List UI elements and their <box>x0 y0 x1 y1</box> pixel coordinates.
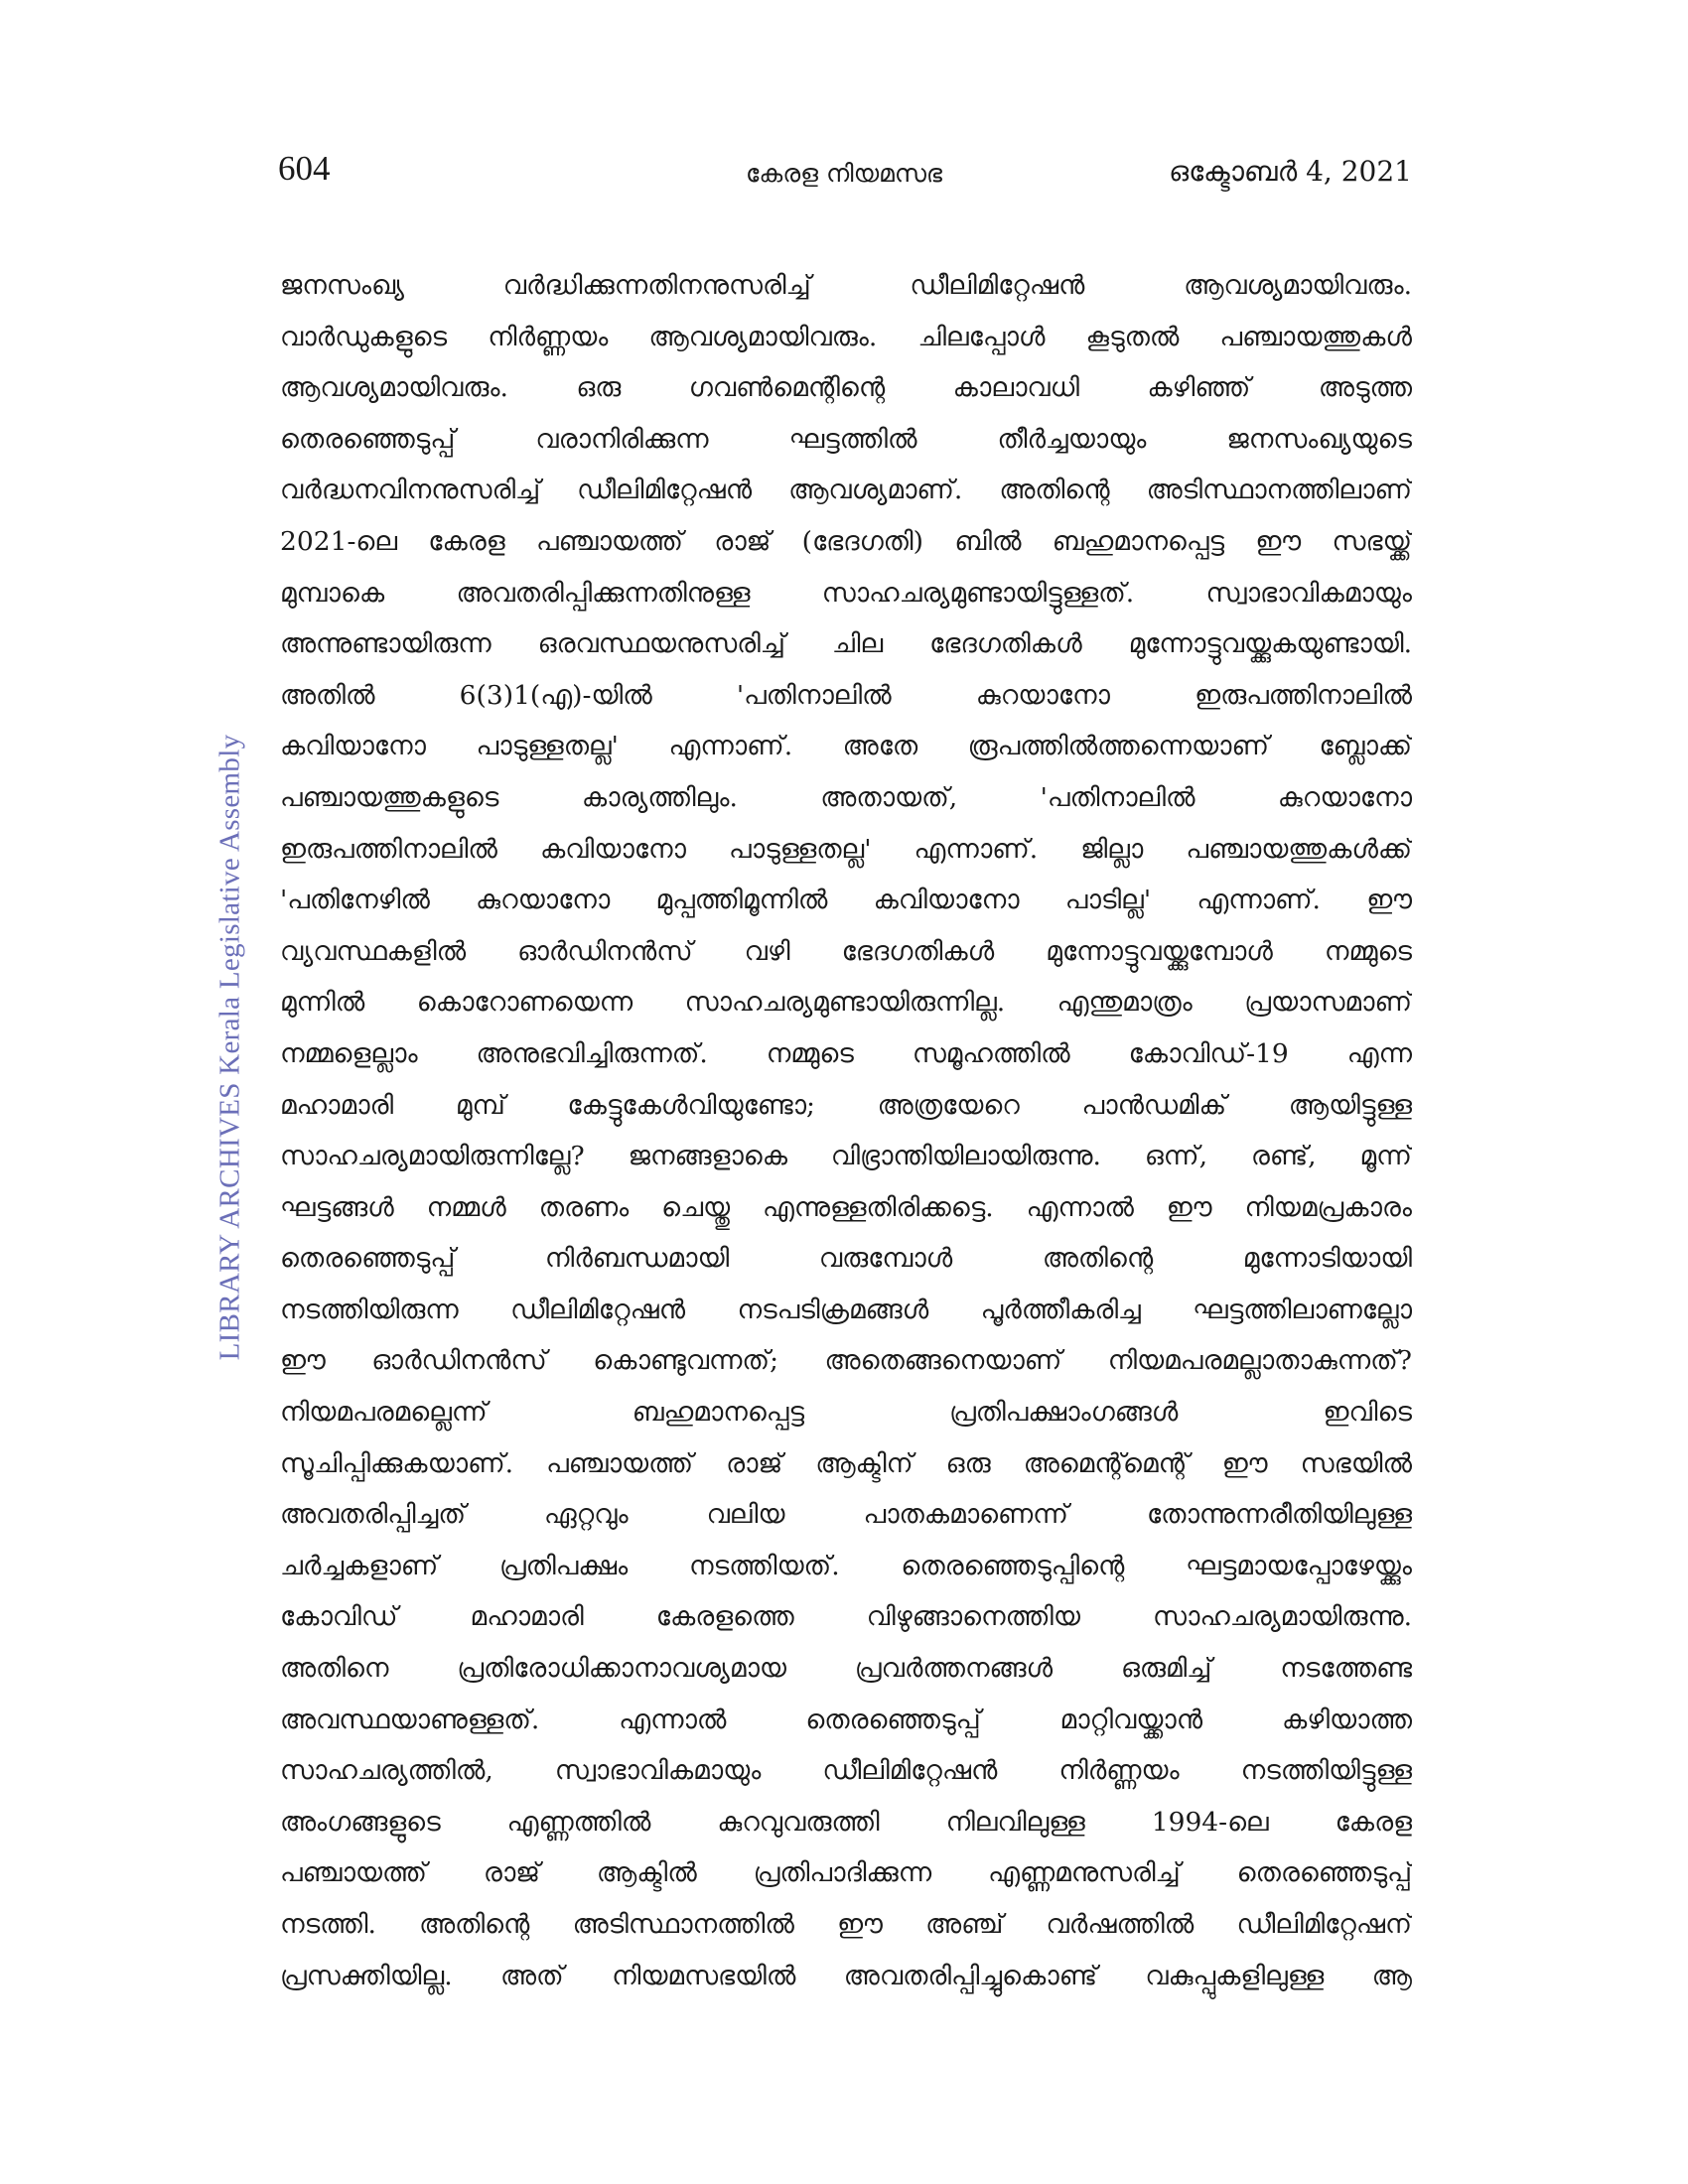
text-line: വർദ്ധനവിനനുസരിച്ച് ഡീലിമിറ്റേഷൻ ആവശ്യമാണ്. അതിന്റെ അടിസ്ഥാനത്തിലാണ് <box>280 475 1412 506</box>
text-line: പഞ്ചായത്തുകളുടെ കാര്യത്തിലും. അതായത്, 'പതിനാലിൽ കുറയാനോ <box>280 781 1412 813</box>
text-line: പ്രസക്തിയില്ല. അത് നിയമസഭയിൽ അവതരിപ്പിച്ചുകൊണ്ട് വകുപ്പുകളിലുള്ള ആ <box>280 1960 1412 1991</box>
text-line: അംഗങ്ങളുടെ എണ്ണത്തിൽ കുറവുവരുത്തി നിലവിലുള്ള 1994-ലെ കേരള <box>280 1806 1412 1838</box>
text-line: ആവശ്യമായിവരും. ഒരു ഗവൺമെന്റിന്റെ കാലാവധി കഴിഞ്ഞ് അടുത്ത <box>280 372 1412 404</box>
text-line: അതിനെ പ്രതിരോധിക്കാനാവശ്യമായ പ്രവർത്തനങ്ങൾ ഒരുമിച്ച് നടത്തേണ്ട <box>280 1653 1412 1685</box>
text-line: ഇരുപത്തിനാലിൽ കവിയാനോ പാടുള്ളതല്ല' എന്നാണ്. ജില്ലാ പഞ്ചായത്തുകൾക്ക് <box>280 833 1412 865</box>
text-line: തെരഞ്ഞെടുപ്പ് നിർബന്ധമായി വരുമ്പോൾ അതിന്റെ മുന്നോടിയായി <box>280 1243 1412 1275</box>
text-line: നടത്തി. അതിന്റെ അടിസ്ഥാനത്തിൽ ഈ അഞ്ച് വർഷത്തിൽ ഡീലിമിറ്റേഷന് <box>280 1909 1412 1940</box>
text-line: 'പതിനേഴിൽ കുറയാനോ മുപ്പത്തിമൂന്നിൽ കവിയാനോ പാടില്ല' എന്നാണ്. ഈ <box>280 885 1412 916</box>
body-text <box>280 260 1412 2001</box>
text-line: വ്യവസ്ഥകളിൽ ഓർഡിനൻസ് വഴി ഭേദഗതികൾ മുന്നോട്ടുവയ്ക്കുമ്പോൾ നമ്മുടെ <box>280 935 1412 967</box>
text-line: വാർഡുകളുടെ നിർണ്ണയം ആവശ്യമായിവരും. ചിലപ്പോൾ കൂടുതൽ പഞ്ചായത്തുകൾ <box>280 321 1412 352</box>
page-date: ഒക്ടോബർ 4, 2021 <box>1169 155 1412 188</box>
text-line: മുന്നിൽ കൊറോണയെന്ന സാഹചര്യമുണ്ടായിരുന്നില്ല. എന്തുമാത്രം പ്രയാസമാണ് <box>280 987 1412 1019</box>
text-line: അതിൽ 6(3)1(എ)-യിൽ 'പതിനാലിൽ കുറയാനോ ഇരുപത്തിനാലിൽ <box>280 679 1412 711</box>
text-line: ജനസംഖ്യ വർദ്ധിക്കുന്നതിനനുസരിച്ച് ഡീലിമിറ്റേഷൻ ആവശ്യമായിവരും. <box>280 270 1412 301</box>
text-line: സാഹചര്യത്തിൽ, സ്വാഭാവികമായും ഡീലിമിറ്റേഷൻ നിർണ്ണയം നടത്തിയിട്ടുള്ള <box>280 1755 1412 1787</box>
text-line: മഹാമാരി മുമ്പ് കേട്ടുകേൾവിയുണ്ടോ; അത്രയേറെ പാൻഡമിക് ആയിട്ടുള്ള <box>280 1089 1412 1121</box>
text-line: നമ്മളെല്ലാം അനുഭവിച്ചിരുന്നത്. നമ്മുടെ സമൂഹത്തിൽ കോവിഡ്-19 എന്ന <box>280 1037 1412 1069</box>
text-line: നിയമപരമല്ലെന്ന് ബഹുമാനപ്പെട്ട പ്രതിപക്ഷാംഗങ്ങൾ ഇവിടെ <box>280 1397 1412 1429</box>
text-line: ചർച്ചകളാണ് പ്രതിപക്ഷം നടത്തിയത്. തെരഞ്ഞെടുപ്പിന്റെ ഘട്ടമായപ്പോഴേയ്ക്കും <box>280 1550 1412 1581</box>
text-line: അവതരിപ്പിച്ചത് ഏറ്റവും വലിയ പാതകമാണെന്ന് തോന്നുന്നരീതിയിലുള്ള <box>280 1499 1412 1531</box>
text-line: കോവിഡ് മഹാമാരി കേരളത്തെ വിഴുങ്ങാനെത്തിയ സാഹചര്യമായിരുന്നു. <box>280 1601 1412 1633</box>
text-line: നടത്തിയിരുന്ന ഡീലിമിറ്റേഷൻ നടപടിക്രമങ്ങൾ പൂർത്തീകരിച്ച ഘട്ടത്തിലാണല്ലോ <box>280 1294 1412 1325</box>
text-line: കവിയാനോ പാടുള്ളതല്ല' എന്നാണ്. അതേ രൂപത്തിൽത്തന്നെയാണ് ബ്ലോക്ക് <box>280 731 1412 762</box>
page-number: 604 <box>278 149 331 188</box>
text-line: സാഹചര്യമായിരുന്നില്ലേ? ജനങ്ങളാകെ വിഭ്രാന്തിയിലായിരുന്നു. ഒന്ന്, രണ്ട്, മൂന്ന് <box>280 1141 1412 1172</box>
running-title: കേരള നിയമസഭ <box>746 159 942 188</box>
text-line: 2021-ലെ കേരള പഞ്ചായത്ത് രാജ് (ഭേദഗതി) ബിൽ ബഹുമാനപ്പെട്ട ഈ സഭയ്ക്ക് <box>280 525 1412 557</box>
text-line: അവസ്ഥയാണുള്ളത്. എന്നാൽ തെരഞ്ഞെടുപ്പ് മാറ്റിവയ്ക്കാൻ കഴിയാത്ത <box>280 1704 1412 1735</box>
text-line: ഈ ഓർഡിനൻസ് കൊണ്ടുവന്നത്; അതെങ്ങനെയാണ് നിയമപരമല്ലാതാകുന്നത്? <box>280 1345 1412 1377</box>
text-line: സൂചിപ്പിക്കുകയാണ്. പഞ്ചായത്ത് രാജ് ആക്ടിന് ഒരു അമെന്റ്മെന്റ് ഈ സഭയിൽ <box>280 1447 1412 1479</box>
text-line: തെരഞ്ഞെടുപ്പ് വരാനിരിക്കുന്ന ഘട്ടത്തിൽ തീർച്ചയായും ജനസംഖ്യയുടെ <box>280 423 1412 455</box>
text-line: മുമ്പാകെ അവതരിപ്പിക്കുന്നതിനുള്ള സാഹചര്യമുണ്ടായിട്ടുള്ളത്. സ്വാഭാവികമായും <box>280 577 1412 609</box>
text-line: ഘട്ടങ്ങൾ നമ്മൾ തരണം ചെയ്തു എന്നുള്ളതിരിക്കട്ടെ. എന്നാൽ ഈ നിയമപ്രകാരം <box>280 1191 1412 1223</box>
text-line: അന്നുണ്ടായിരുന്ന ഒരവസ്ഥയനുസരിച്ച് ചില ഭേദഗതികൾ മുന്നോട്ടുവയ്ക്കുകയുണ്ടായി. <box>280 628 1412 660</box>
watermark-text: LIBRARY ARCHIVES Kerala Legislative Assembly <box>213 734 246 1361</box>
text-line: പഞ്ചായത്ത് രാജ് ആക്ടിൽ പ്രതിപാദിക്കുന്ന എണ്ണമനുസരിച്ച് തെരഞ്ഞെടുപ്പ് <box>280 1857 1412 1889</box>
